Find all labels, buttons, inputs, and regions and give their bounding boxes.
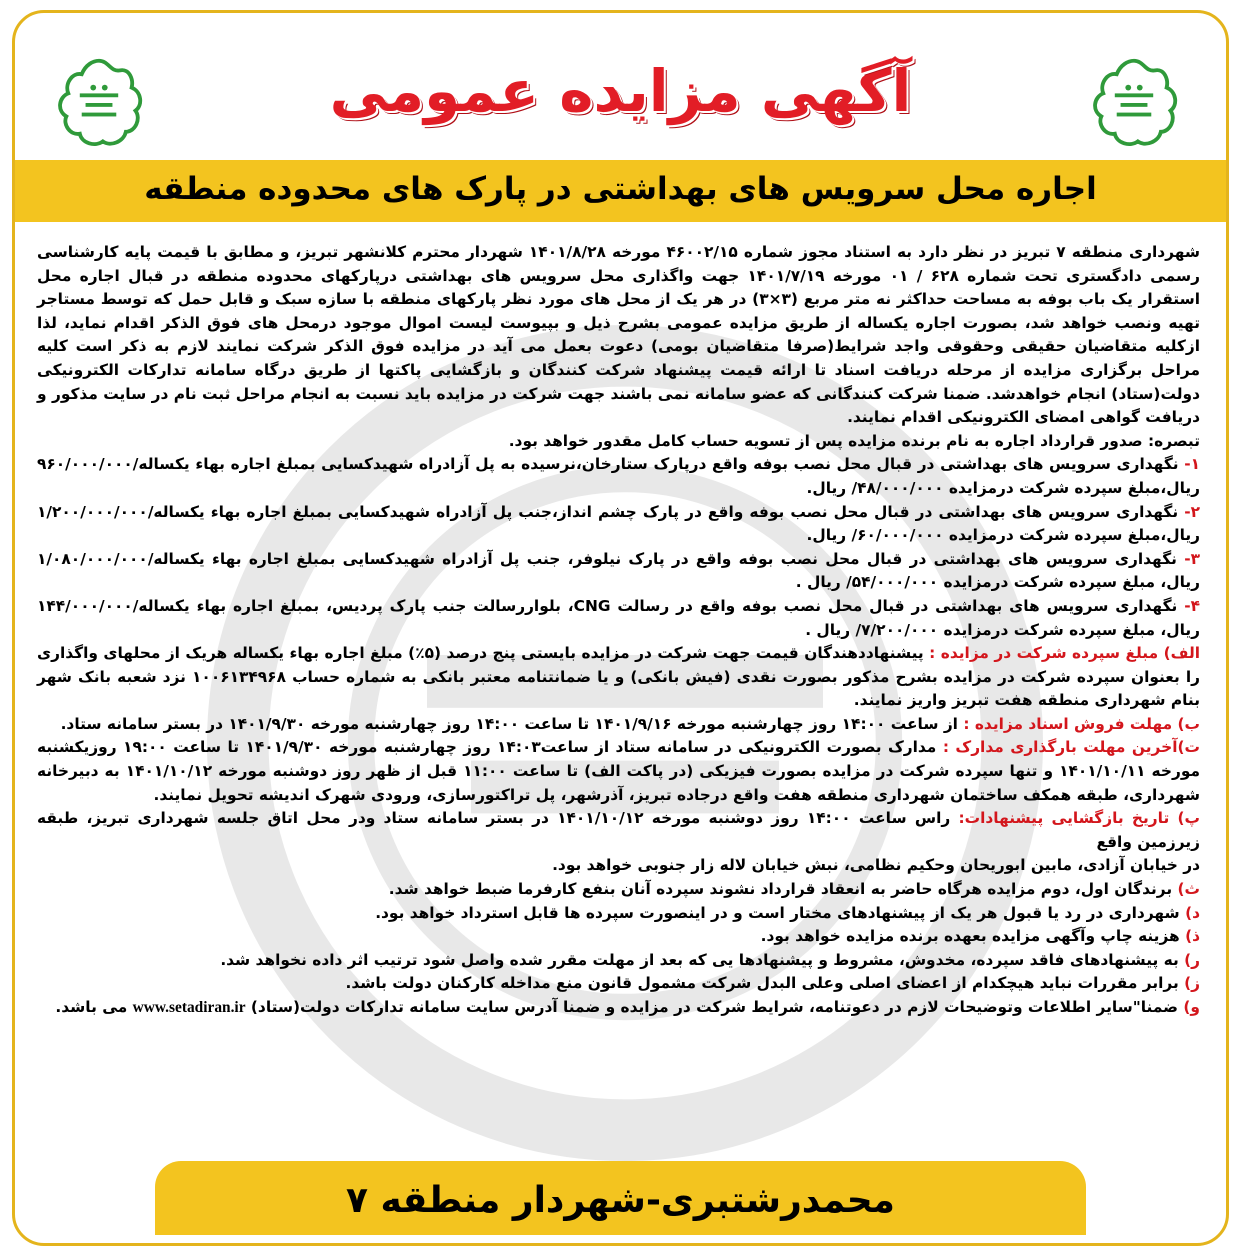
clause-text: مدارک بصورت الکترونیکی در سامانه ستاد از ساعت۱۴:۰۳ روز چهارشنبه مورخه ۱۴۰۱/۹/۳۰ تا ساعت ۱۹:۰۰ روزیکشنبه مورخه ۱۴۰۱/۱۰/۱۱ و تنها سپرده شرکت در مزایده بصورت فیزیکی (در پاکت الف) تا ساعت ۱۱:۰۰ قبل از ظهر روز دوشنبه مورخه ۱۴۰۱/۱۰/۱۲ به دبیرخانه شهرداری، طبقه همکف ساختمان شهرداری منطقه هفت واقع درجاده تبریز، آذرشهر، پل تراکتورسازی، ورودی شهرک اندیشه تحویل نمایند. [37,738,1200,804]
clause-text: راس ساعت ۱۴:۰۰ روز دوشنبه مورخه ۱۴۰۱/۱۰/۱۲ در بستر سامانه ستاد ودر محل اتاق جلسه شهرداری تبریز، طبقه زیرزمین واقع [37,809,1200,851]
item-text: نگهداری سرویس های بهداشتی در قبال محل نصب بوفه واقع در پارک چشم انداز،جنب پل آزادراه شهیدکسایی بمبلغ اجاره بهاء یکساله/۱/۲۰۰/۰۰۰/۰۰۰ ریال،مبلغ سپرده شرکت درمزایده ۶۰/۰۰۰/۰۰۰/ ریال. [37,502,1200,545]
clause-ze [37,972,1200,996]
clause-label: د) [1185,903,1200,922]
item-text: نگهداری سرویس های بهداشتی در قبال محل نصب بوفه واقع در رسالت CNG، بلواررسالت جنب پارک پردیس، بمبلغ اجاره بهاء یکساله/۱۴۴/۰۰۰/۰۰۰ ریال، مبلغ سپرده شرکت درمزایده ۷/۲۰۰/۰۰۰/ ریال . [37,596,1200,639]
clause-label: ث) [1177,880,1200,899]
clause-vav [37,996,1200,1020]
list-item [37,548,1200,595]
clause-label: ب) مهلت فروش اسناد مزایده : [963,714,1200,733]
clause-text-end: می باشد. [55,998,133,1016]
clause-label: و) [1183,998,1200,1016]
notice-body [37,241,1200,1020]
item-text: نگهداری سرویس های بهداشتی در قبال محل نصب بوفه واقع در پارک نیلوفر، جنب پل آزادراه شهیدکسایی بمبلغ اجاره بهاء یکساله/۱/۰۸۰/۰۰۰/۰۰۰ ریال، مبلغ سپرده شرکت درمزایده ۵۴/۰۰۰/۰۰۰/ ریال . [37,549,1200,592]
clause-label: ت)آخرین مهلت بارگذاری مدارک : [942,738,1200,757]
clause-text: شهرداری در رد یا قبول هر یک از پیشنهادهای مختار است و در اینصورت سپرده ها قابل استرداد خواهد بود. [375,903,1186,922]
clause-se [37,878,1200,902]
clause-dal [37,902,1200,926]
item-number: ۱- [1184,455,1200,474]
clause-alef [37,642,1200,713]
clause-pe-continued: در خیابان آزادی، مابین ابوریحان وحکیم نظامی، نبش خیابان لاله زار جنوبی خواهد بود. [552,856,1200,875]
clause-label: پ) تاریخ بازگشایی پیشنهادات: [958,809,1200,828]
note-paragraph: تبصره: صدور قرارداد اجاره به نام برنده مزایده پس از تسویه حساب کامل مقدور خواهد بود. [508,431,1200,450]
item-number: ۳- [1184,549,1200,568]
website-link[interactable]: www.setadiran.ir [132,999,246,1016]
clause-text: پیشنهاددهندگان قیمت جهت شرکت در مزایده بایستی پنج درصد (۵٪) مبلغ اجاره بهاء یکساله هریک از محلهای واگذاری را بعنوان سپرده شرکت در مزایده بشرح مذکور بصورت نقدی (فیش بانکی) و یا ضمانتنامه معتبر بانکی به شماره حساب ۱۰۰۶۱۳۴۹۶۸ نزد شعبه بانک شهر بنام شهرداری منطقه هفت تبریز واریز نمایند. [37,644,1200,710]
list-item [37,453,1200,500]
clause-label: ذ) [1185,927,1200,946]
signature: محمدرشتبری-شهردار منطقه ۷ [346,1180,895,1221]
clause-zal [37,925,1200,949]
item-number: ۲- [1184,502,1200,521]
clause-label: ز) [1184,974,1200,993]
clause-be [37,713,1200,737]
intro-paragraph: شهرداری منطقه ۷ تبریز در نظر دارد به استناد مجوز شماره ۴۶۰۰۲/۱۵ مورخه ۱۴۰۱/۸/۲۸ شهردار محترم کلانشهر تبریز، و مطابق با قیمت پایه کارشناسی رسمی دادگستری تحت شماره ۶۲۸ / ۰۱ مورخه ۱۴۰۱/۷/۱۹ جهت واگذاری محل سرویس های بهداشتی درپارکهای محدوده منطقه در قبال اجاره محل استقرار یک باب بوفه به مساحت حداکثر نه متر مربع (۳×۳) در هر یک از محل های مورد نظر پارکهای منطقه با سازه سبک و قابل حمل که توسط مستاجر تهیه ونصب خواهد شد، بصورت اجاره یکساله از طریق مزایده عمومی بشرح ذیل و بپیوست لیست اموال موجود درمحل های فوق الذکر اقدام نماید، لذا ازکلیه متقاضیان حقیقی وحقوقی واجد شرایط(صرفا متقاضیان بومی) دعوت بعمل می آید در مزایده فوق الذکر شرکت نمایند لازم به ذکر است کلیه مراحل برگزاری مزایده از مرحله دریافت اسناد تا ارائه قیمت پیشنهاد شرکت کنندگان و بازگشایی پاکتها از طریق درگاه سامانه تدارکات الکترونیکی دولت(ستاد) انجام خواهدشد. ضمنا شرکت کنندگانی که عضو سامانه نمی باشند جهت شرکت در مزایده باید نسبت به انجام مراحل ثبت نام در سایت مذکور و دریافت گواهی امضای الکترونیکی اقدام نمایند. [37,243,1200,427]
clause-text: به پیشنهادهای فاقد سپرده، مخدوش، مشروط و پیشنهادها یی که بعد از مهلت مقرر شده واصل شود ترتیب اثر داده نخواهد شد. [220,950,1185,969]
notice-subtitle: اجاره محل سرویس های بهداشتی در پارک های محدوده منطقه [144,171,1097,207]
list-item [37,595,1200,642]
clause-label: الف) مبلغ سپرده شرکت در مزایده : [929,644,1201,663]
item-text: نگهداری سرویس های بهداشتی در قبال محل نصب بوفه واقع درپارک ستارخان،نرسیده به پل آزادراه شهیدکسایی بمبلغ اجاره بهاء یکساله/۹۶۰/۰۰۰/۰۰۰ ریال،مبلغ سپرده شرکت درمزایده ۴۸/۰۰۰/۰۰۰/ ریال. [37,455,1200,497]
clause-label: ر) [1184,950,1200,969]
clause-text: برندگان اول، دوم مزایده هرگاه حاضر به انعقاد قرارداد نشوند سپرده آنان بنفع کارفرما ضبط خواهد شد. [388,880,1178,899]
notice-title: آگهی مزایده عمومی [329,57,912,125]
list-item [37,501,1200,548]
notice-frame [12,10,1229,1246]
clause-pe [37,807,1200,854]
clause-text: از ساعت ۱۴:۰۰ روز چهارشنبه مورخه ۱۴۰۱/۹/۱۶ تا ساعت ۱۴:۰۰ روز چهارشنبه مورخه ۱۴۰۱/۹/۳۰ در بستر سامانه ستاد. [60,714,964,733]
clause-text: برابر مقررات نباید هیچکدام از اعضای اصلی وعلی البدل شرکت مشمول قانون منع مداخله کارکنان دولت باشد. [345,974,1185,993]
item-number: ۴- [1184,596,1200,615]
clause-te [37,736,1200,807]
clause-text: هزینه چاپ وآگهی مزایده بعهده برنده مزایده خواهد بود. [760,927,1186,946]
clause-text: ضمنا"سایر اطلاعات وتوضیحات لازم در دعوتنامه، شرایط شرکت در مزایده و ضمنا آدرس سایت سامانه تدارکات دولت(ستاد) [250,998,1184,1016]
clause-re [37,949,1200,973]
